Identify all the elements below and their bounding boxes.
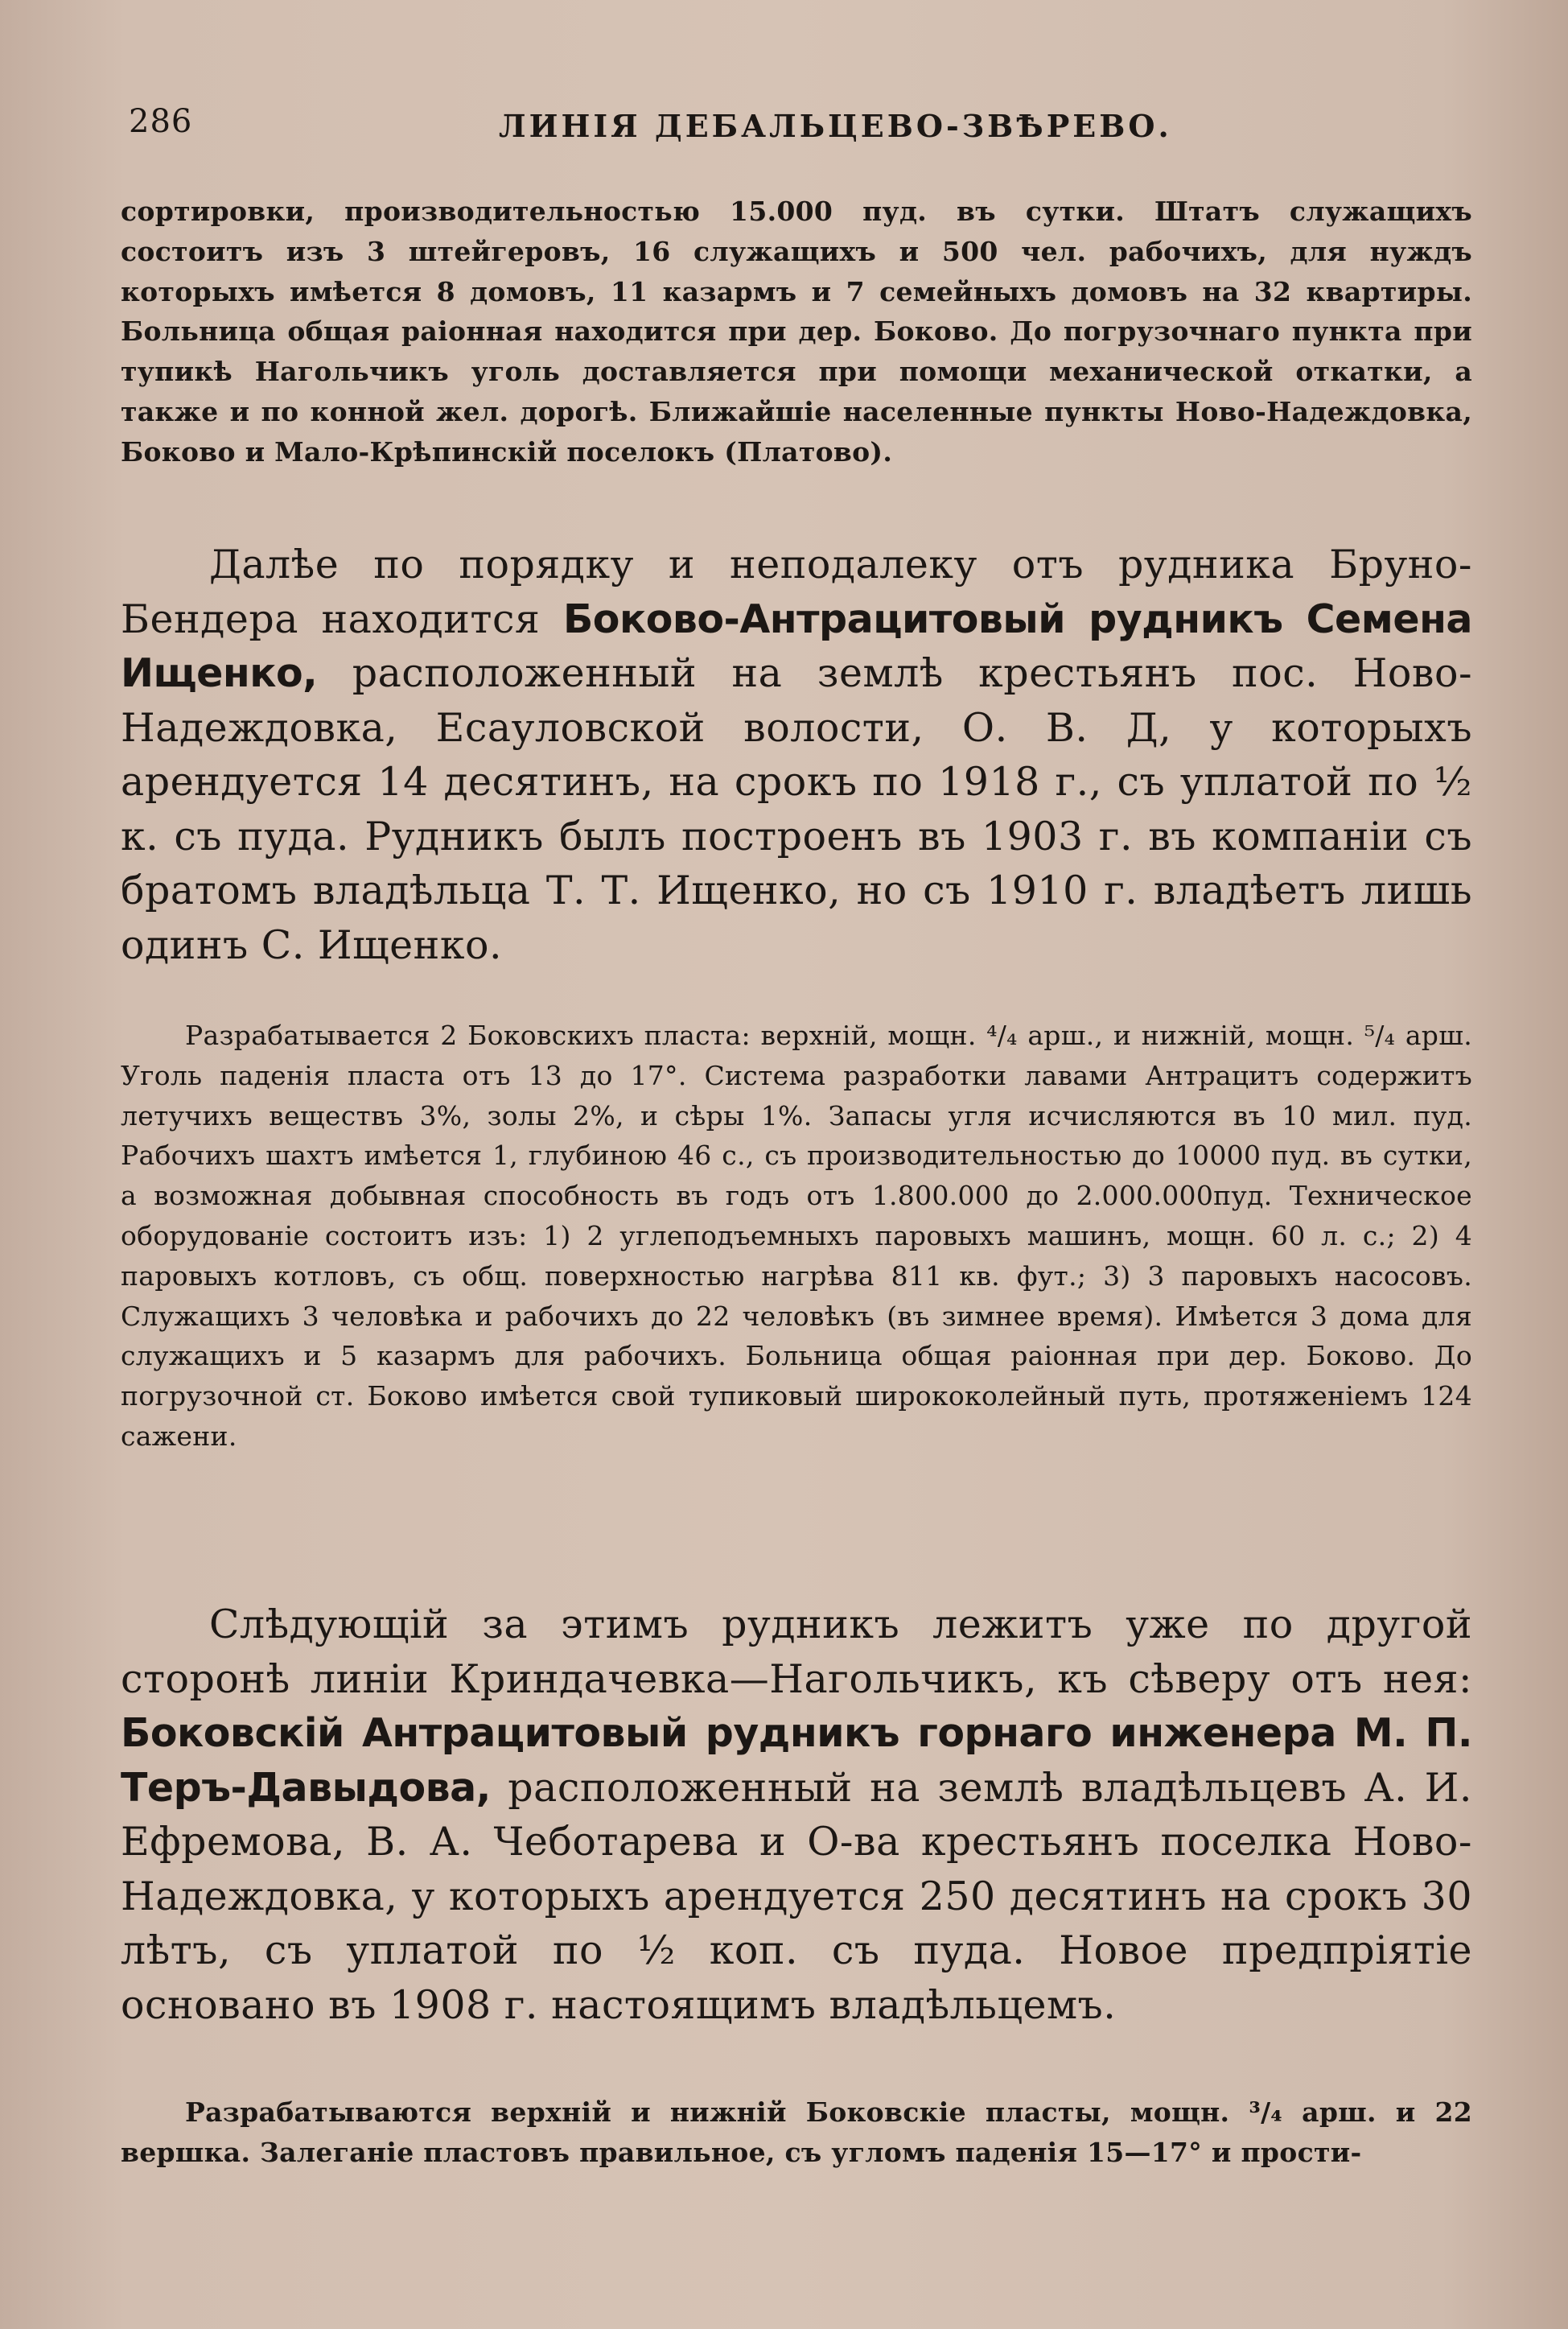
paragraph-5-text: Разрабатываются верхній и нижній Боковскіе пласты, мощн. ³/₄ арш. и 22 вершка. Залеганіе пластовъ правильное, съ угломъ паденія 15—17° и прости-	[121, 2096, 1472, 2168]
paragraph-4-lead: Слѣдующій за этимъ рудникъ лежитъ уже по другой сторонѣ линіи Криндачевка—Нагольчикъ, къ сѣверу отъ нея:	[121, 1601, 1472, 1702]
paragraph-3	[121, 1016, 1472, 1457]
page-header	[129, 103, 1464, 159]
paragraph-4	[121, 1597, 1472, 2032]
paragraph-2-text	[121, 538, 1472, 972]
paragraph-2-lead: Далѣе по порядку и неподалеку отъ рудника Бруно-Бендера находится	[121, 542, 1472, 642]
paragraph-4-body: расположенный на землѣ владѣльцевъ А. И. Ефремова, В. А. Чеботарева и О-ва крестьянъ поселка Ново-Надеждовка, у которыхъ арендуется 250 десятинъ на срокъ 30 лѣтъ, съ уплатой по ½ коп. съ пуда. Новое предпріятіе основано въ 1908 г. настоящимъ владѣльцемъ.	[121, 1764, 1472, 2028]
paragraph-1	[121, 192, 1472, 472]
running-title: ЛИНІЯ ДЕБАЛЬЦЕВО-ЗВѢРЕВО.	[499, 108, 1172, 144]
page-number: 286	[129, 103, 193, 140]
paragraph-5	[121, 2092, 1472, 2173]
mine-name-ter-davydov: Боковскій Антрацитовый рудникъ горнаго инженера М. П. Теръ-Давыдова,	[121, 1710, 1472, 1811]
paragraph-2-body: расположенный на землѣ крестьянъ пос. Ново-Надеждовка, Есауловской волости, О. В. Д, у которыхъ арендуется 14 десятинъ, на срокъ по 1918 г., съ уплатой по ½ к. съ пуда. Рудникъ былъ построенъ въ 1903 г. въ компаніи съ братомъ владѣльца Т. Т. Ищенко, но съ 1910 г. владѣетъ лишь одинъ С. Ищенко.	[121, 650, 1472, 968]
paragraph-2	[121, 538, 1472, 972]
mine-name-ishchenko: Боково-Антрацитовый рудникъ Семена Ищенко,	[121, 596, 1472, 696]
paragraph-4-text	[121, 1597, 1472, 2032]
paragraph-1-text: сортировки, производительностью 15.000 пуд. въ сутки. Штатъ служащихъ состоитъ изъ 3 штейгеровъ, 16 служащихъ и 500 чел. рабочихъ, для нуждъ которыхъ имѣется 8 домовъ, 11 казармъ и 7 семейныхъ домовъ на 32 квартиры. Больница общая раіонная находится при дер. Боково. До погрузочнаго пункта при тупикѣ Нагольчикъ уголь доставляется при помощи механической откатки, а также и по конной жел. дорогѣ. Ближайшіе населенные пункты Ново-Надеждовка, Боково и Мало-Крѣпинскій поселокъ (Платово).	[121, 196, 1472, 468]
paragraph-3-text: Разрабатывается 2 Боковскихъ пласта: верхній, мощн. ⁴/₄ арш., и нижній, мощн. ⁵/₄ арш. Уголь паденія пласта отъ 13 до 17°. Система разработки лавами Антрацитъ содержитъ летучихъ веществъ 3%, золы 2%, и сѣры 1%. Запасы угля исчисляются въ 10 мил. пуд. Рабочихъ шахтъ имѣется 1, глубиною 46 с., съ производительностью до 10000 пуд. въ сутки, а возможная добывная способность въ годъ отъ 1.800.000 до 2.000.000пуд. Техническое оборудованіе состоитъ изъ: 1) 2 углеподъемныхъ паровыхъ машинъ, мощн. 60 л. с.; 2) 4 паровыхъ котловъ, съ общ. поверхностью нагрѣва 811 кв. фут.; 3) 3 паровыхъ насосовъ. Служащихъ 3 человѣка и рабочихъ до 22 человѣкъ (въ зимнее время). Имѣется 3 дома для служащихъ и 5 казармъ для рабочихъ. Больница общая раіонная при дер. Боково. До погрузочной ст. Боково имѣется свой тупиковый ширококолейный путь, протяженіемъ 124 сажени.	[121, 1020, 1472, 1452]
